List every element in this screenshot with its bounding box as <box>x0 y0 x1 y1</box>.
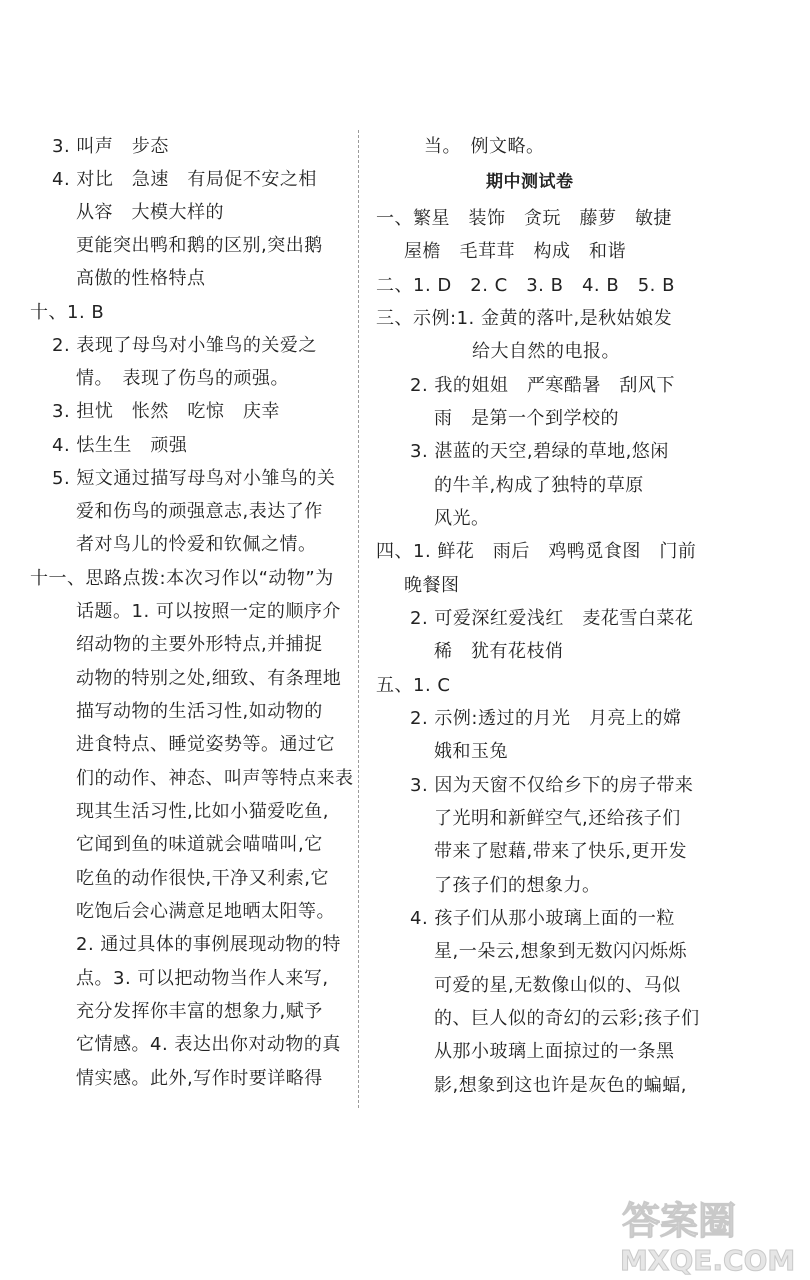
section-heading: 十一、思路点拨:本次习作以“动物”为 <box>30 568 334 589</box>
section-heading: 一、繁星 装饰 贪玩 藤萝 敏捷 <box>376 208 672 229</box>
answer-line: 了孩子们的想象力。 <box>434 875 601 896</box>
answer-line: 绍动物的主要外形特点,并捕捉 <box>76 634 323 655</box>
answer-line: 了光明和新鲜空气,还给孩子们 <box>434 808 681 829</box>
section-heading: 十、1. B <box>30 302 105 323</box>
answer-line: 3. 因为天窗不仅给乡下的房子带来 <box>410 775 694 796</box>
answer-line: 2. 可爱深红爱浅红 麦花雪白菜花 <box>410 608 694 629</box>
answer-line: 进食特点、睡觉姿势等。通过它 <box>76 734 335 755</box>
answer-line: 情实感。此外,写作时要详略得 <box>76 1068 323 1089</box>
answer-line: 它闻到鱼的味道就会喵喵叫,它 <box>76 834 323 855</box>
section-heading: 四、1. 鲜花 雨后 鸡鸭觅食图 门前 <box>376 541 697 562</box>
section-heading: 五、1. C <box>376 675 451 696</box>
answer-line: 稀 犹有花枝俏 <box>434 641 564 662</box>
answer-line: 情。 表现了伤鸟的顽强。 <box>76 368 289 389</box>
answer-line: 带来了慰藉,带来了快乐,更开发 <box>434 841 687 862</box>
answer-line: 风光。 <box>434 508 490 529</box>
answer-line: 高傲的性格特点 <box>76 268 206 289</box>
answer-line: 吃鱼的动作很快,干净又利索,它 <box>76 868 329 889</box>
watermark-top-text: 答案圈 <box>622 1199 737 1243</box>
answer-line: 5. 短文通过描写母鸟对小雏鸟的关 <box>52 468 336 489</box>
answer-line: 4. 对比 急速 有局促不安之相 <box>52 169 317 190</box>
answer-line: 从容 大模大样的 <box>76 202 224 223</box>
answer-line: 2. 示例:透过的月光 月亮上的嫦 <box>410 708 682 729</box>
answer-line: 屋檐 毛茸茸 构成 和谐 <box>404 241 626 262</box>
section-heading: 二、1. D 2. C 3. B 4. B 5. B <box>376 275 675 296</box>
answer-line: 的牛羊,构成了独特的草原 <box>434 475 644 496</box>
answer-line: 点。3. 可以把动物当作人来写, <box>76 968 329 989</box>
answer-line: 娥和玉兔 <box>434 741 508 762</box>
answer-line: 2. 通过具体的事例展现动物的特 <box>76 934 341 955</box>
answer-line: 星,一朵云,想象到无数闪闪烁烁 <box>434 941 687 962</box>
answer-line: 当。 例文略。 <box>424 136 545 157</box>
answer-line: 4. 怯生生 顽强 <box>52 435 188 456</box>
answer-line: 4. 孩子们从那小玻璃上面的一粒 <box>410 908 675 929</box>
answer-line: 更能突出鸭和鹅的区别,突出鹅 <box>76 235 323 256</box>
answer-line: 话题。1. 可以按照一定的顺序介 <box>76 601 341 622</box>
watermark-bottom-text: MXQE.COM <box>620 1244 796 1276</box>
answer-line: 3. 叫声 步态 <box>52 136 169 157</box>
answer-line: 的、巨人似的奇幻的云彩;孩子们 <box>434 1008 700 1029</box>
column-divider <box>358 130 359 1108</box>
answer-line: 充分发挥你丰富的想象力,赋予 <box>76 1001 323 1022</box>
answer-line: 描写动物的生活习性,如动物的 <box>76 701 323 722</box>
answer-line: 给大自然的电报。 <box>472 341 620 362</box>
answer-line: 2. 我的姐姐 严寒酷暑 刮风下 <box>410 375 675 396</box>
answer-line: 晚餐图 <box>404 575 460 596</box>
answer-line: 们的动作、神态、叫声等特点来表 <box>76 768 354 789</box>
watermark-logo <box>614 1190 804 1276</box>
answer-line: 者对鸟儿的怜爱和钦佩之情。 <box>76 534 317 555</box>
answer-line: 3. 湛蓝的天空,碧绿的草地,悠闲 <box>410 441 669 462</box>
section-heading: 三、示例:1. 金黄的落叶,是秋姑娘发 <box>376 308 673 329</box>
answer-line: 爱和伤鸟的顽强意志,表达了作 <box>76 501 323 522</box>
answer-line: 影,想象到这也许是灰色的蝙蝠, <box>434 1075 687 1096</box>
answer-line: 2. 表现了母鸟对小雏鸟的关爱之 <box>52 335 317 356</box>
answer-line: 可爱的星,无数像山似的、马似 <box>434 975 681 996</box>
answer-line: 从那小玻璃上面掠过的一条黑 <box>434 1041 675 1062</box>
section-title: 期中测试卷 <box>486 172 574 192</box>
answer-line: 它情感。4. 表达出你对动物的真 <box>76 1034 341 1055</box>
answer-line: 3. 担忧 怅然 吃惊 庆幸 <box>52 401 280 422</box>
answer-line: 动物的特别之处,细致、有条理地 <box>76 668 342 689</box>
answer-line: 吃饱后会心满意足地晒太阳等。 <box>76 901 335 922</box>
answer-line: 现其生活习性,比如小猫爱吃鱼, <box>76 801 329 822</box>
answer-line: 雨 是第一个到学校的 <box>434 408 619 429</box>
